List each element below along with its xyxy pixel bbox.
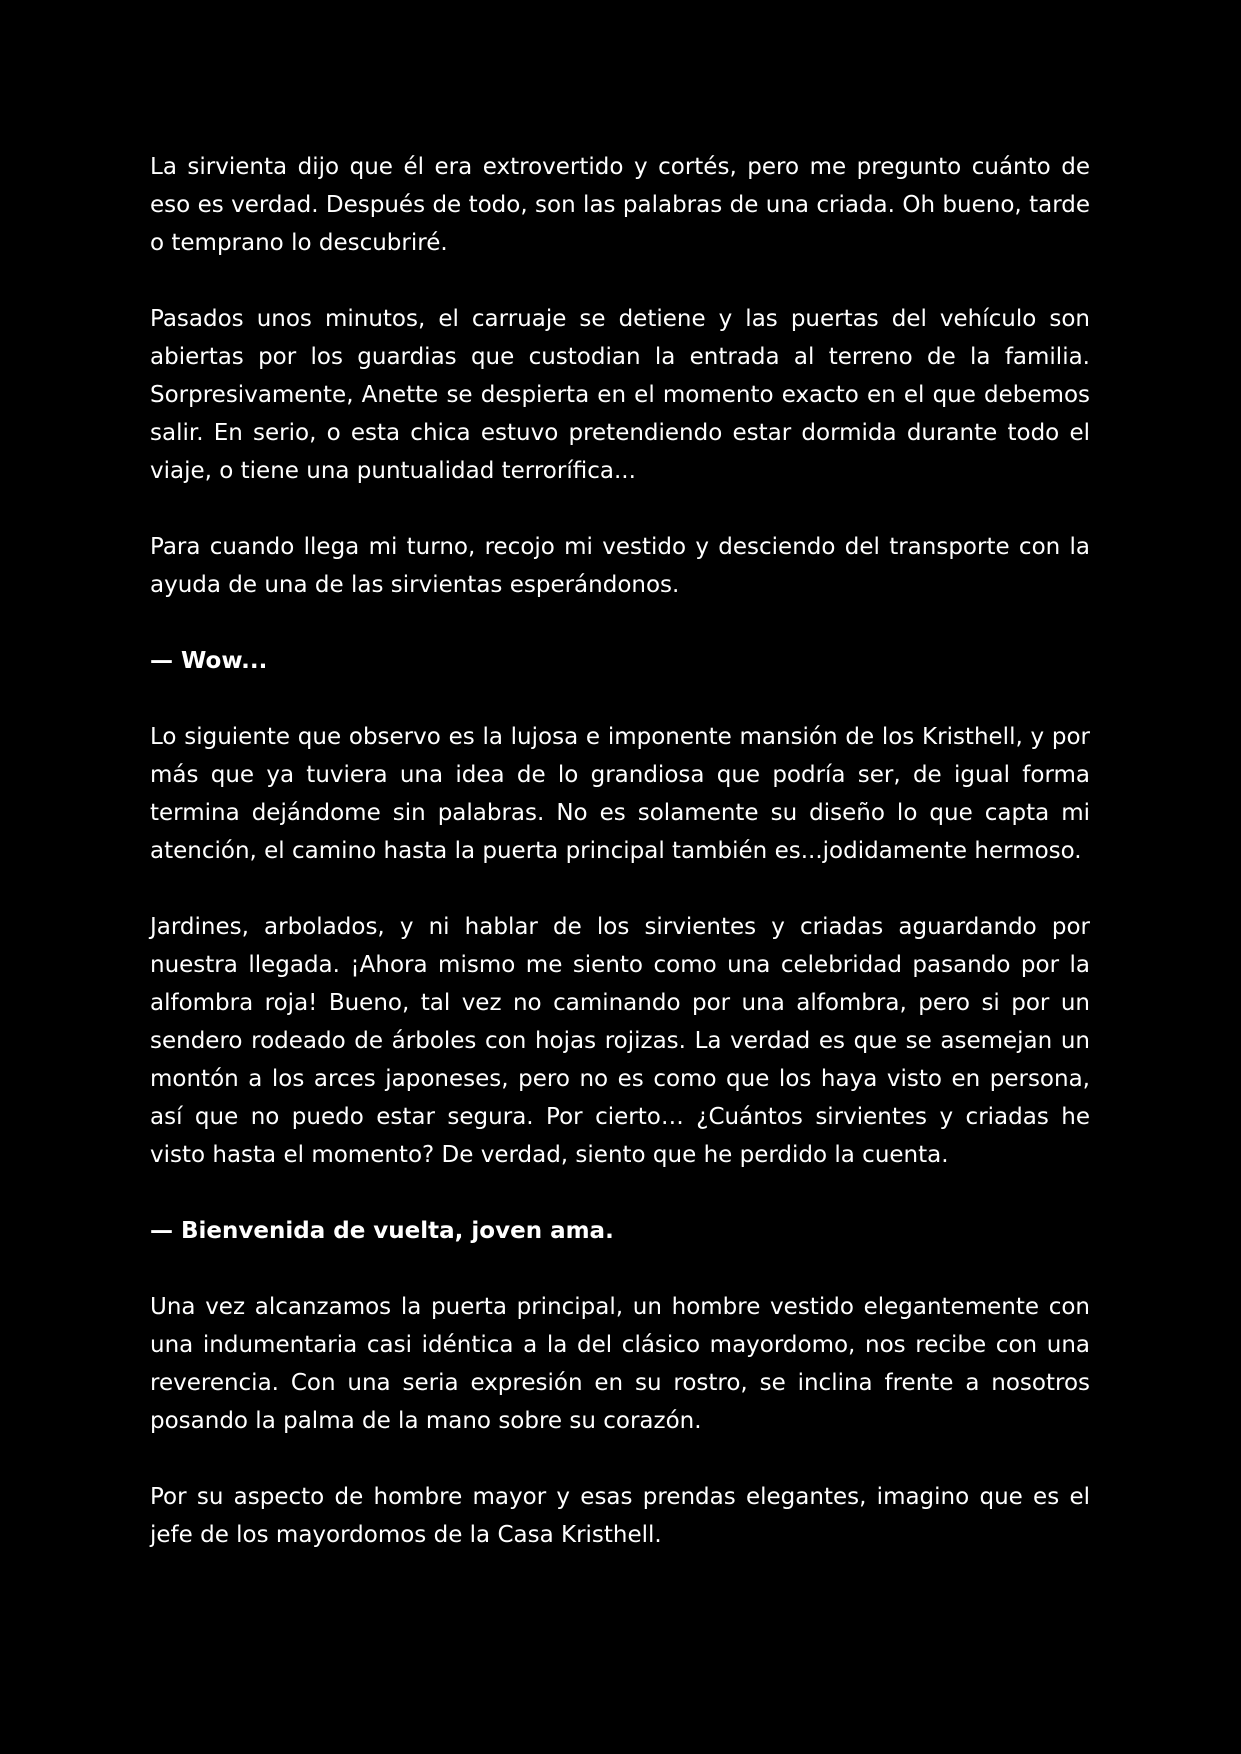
document-body — [150, 148, 1090, 1554]
dialogue-line-welcome: — Bienvenida de vuelta, joven ama. — [150, 1218, 614, 1244]
paragraph-2: Pasados unos minutos, el carruaje se detiene y las puertas del vehículo son abiertas por los guardias que custodian la entrada al terreno de la familia. Sorpresivamente, Anette se despierta en el momento exacto en el que debemos salir. En serio, o esta chica estuvo pretendiendo estar dormida durante todo el viaje, o tiene una puntualidad terrorífica... — [150, 306, 1090, 484]
paragraph-3: Para cuando llega mi turno, recojo mi vestido y desciendo del transporte con la ayuda de una de las sirvientas esperándonos. — [150, 534, 1090, 598]
paragraph-9: Por su aspecto de hombre mayor y esas prendas elegantes, imagino que es el jefe de los mayordomos de la Casa Kristhell. — [150, 1484, 1090, 1548]
paragraph-1: La sirvienta dijo que él era extrovertido y cortés, pero me pregunto cuánto de eso es verdad. Después de todo, son las palabras de una criada. Oh bueno, tarde o temprano lo descubriré. — [150, 154, 1090, 256]
paragraph-8: Una vez alcanzamos la puerta principal, un hombre vestido elegantemente con una indumentaria casi idéntica a la del clásico mayordomo, nos recibe con una reverencia. Con una seria expresión en su rostro, se inclina frente a nosotros posando la palma de la mano sobre su corazón. — [150, 1294, 1090, 1434]
paragraph-5: Lo siguiente que observo es la lujosa e imponente mansión de los Kristhell, y por más que ya tuviera una idea de lo grandiosa que podría ser, de igual forma termina dejándome sin palabras. No es solamente su diseño lo que capta mi atención, el camino hasta la puerta principal también es...jodidamente hermoso. — [150, 724, 1090, 864]
paragraph-6: Jardines, arbolados, y ni hablar de los sirvientes y criadas aguardando por nuestra llegada. ¡Ahora mismo me siento como una celebridad pasando por la alfombra roja! Bueno, tal vez no caminando por una alfombra, pero si por un sendero rodeado de árboles con hojas rojizas. La verdad es que se asemejan un montón a los arces japoneses, pero no es como que los haya visto en persona, así que no puedo estar segura. Por cierto… ¿Cuántos sirvientes y criadas he visto hasta el momento? De verdad, siento que he perdido la cuenta. — [150, 914, 1090, 1168]
dialogue-line-wow: — Wow... — [150, 648, 268, 674]
